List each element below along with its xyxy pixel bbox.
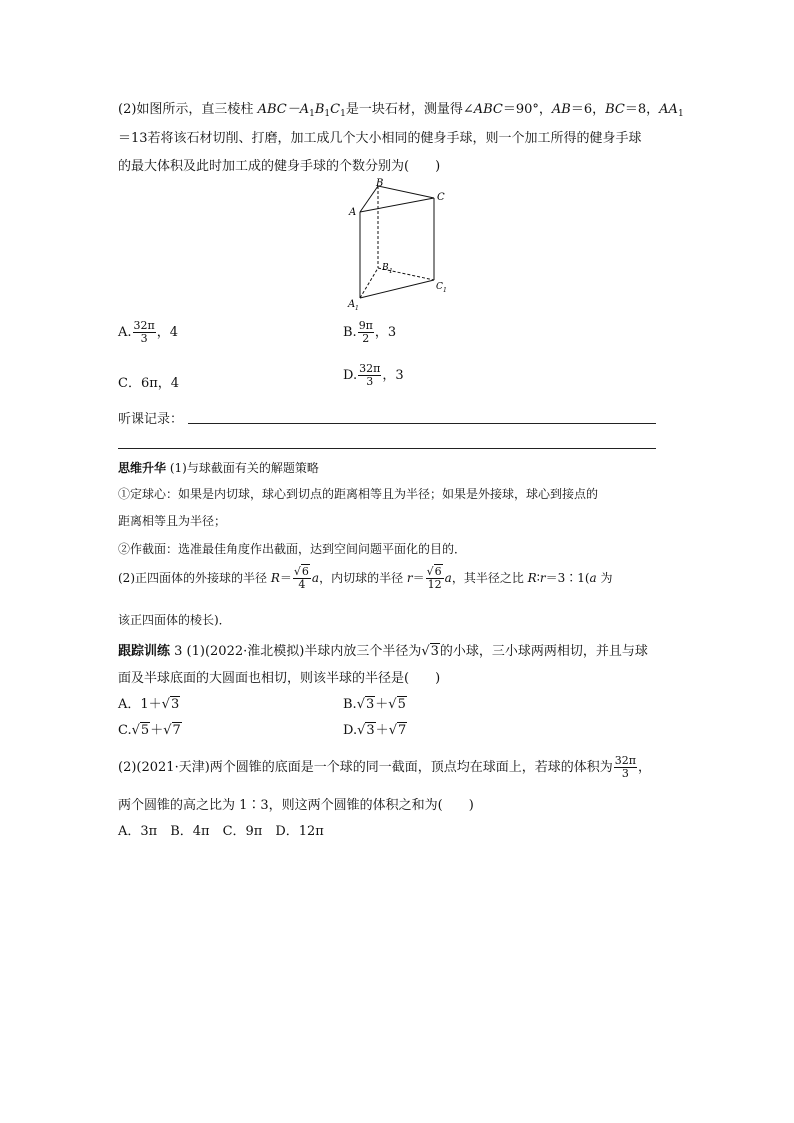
fraction: $\frac{32\pi}{3}$ [133,319,155,345]
fraction: $\frac{√6}{4}$ [293,565,309,591]
fraction: $\frac{32\pi}{3}$ [359,362,381,388]
follow-line-2: 面及半球底面的大圆面也相切，则该半球的半径是( ) [118,671,441,686]
sqrt: √7 [163,723,181,738]
summary-heading: 思维升华 (1)与球截面有关的解题策略 [118,461,319,475]
edge-ac [360,198,434,212]
label-b1: B [382,263,389,273]
sqrt: √3 [161,697,180,712]
question-line-2: ＝13若将该石材切削、打磨，加工成几个大小相同的健身手球，则一个加工所得的健身手球 [118,131,642,146]
prism-figure [340,176,460,312]
fraction: $\frac{32\pi}{3}$ [614,754,637,780]
sqrt: √7 [388,723,407,738]
edge-a1c1 [360,280,434,298]
edge-a1b1-hidden [360,268,378,298]
sqrt: √3 [356,697,375,712]
label-c: C [437,192,445,203]
summary-p4: 该正四面体的棱长)． [118,613,231,627]
notes-line-2[interactable] [118,448,656,449]
question-line-3: 的最大体积及此时加工成的健身手球的个数分别为( ) [118,159,441,174]
edge-ab [360,186,378,212]
q3-line-2: 两个圆锥的高之比为 1∶3，则这两个圆锥的体积之和为( ) [118,798,474,813]
notes-line-1[interactable] [188,423,656,424]
follow-option-b[interactable]: B.√3＋√5 [343,697,406,712]
summary-p1b: 距离相等且为半径； [118,514,227,528]
option-a[interactable]: A. $\frac{32\pi}{3}$ ，4 [118,319,179,345]
edge-bc [378,186,434,198]
sqrt: √5 [388,697,406,712]
sqrt: √3 [357,723,375,738]
summary-p1a: ①定球心：如果是内切球，球心到切点的距离相等且为半径；如果是外接球，球心到接点的 [118,487,599,501]
sqrt: √5 [131,723,150,738]
fraction: $\frac{√6}{12}$ [426,565,442,591]
follow-option-d[interactable]: D.√3＋√7 [343,723,407,738]
follow-option-a[interactable]: A．1＋√3 [118,697,180,712]
notes-label: 听课记录： [118,412,184,427]
option-b[interactable]: B. $\frac{9\pi}{2}$ ，3 [343,319,397,345]
label-b: B [376,178,384,189]
sqrt: √3 [421,644,439,659]
follow-option-c[interactable]: C.√5＋√7 [118,723,181,738]
label-b1-sub: 1 [389,268,393,275]
option-c[interactable]: C．6π，4 [118,376,180,391]
summary-p2: ②作截面：选准最佳角度作出截面，达到空间问题平面化的目的． [118,542,467,556]
q3-options[interactable]: A．3π B．4π C．9π D．12π [118,824,324,839]
follow-heading: 跟踪训练 3 (1)(2022·淮北模拟)半球内放三个半径为√3的小球，三小球两两相切，并且与球 [118,644,648,659]
label-c1-sub: 1 [443,287,447,294]
fraction: $\frac{9\pi}{2}$ [358,319,373,345]
option-d[interactable]: D. $\frac{32\pi}{3}$ ，3 [343,362,404,388]
q3-line-1: (2)(2021·天津)两个圆锥的底面是一个球的同一截面，顶点均在球面上，若球的体积为 $\frac{32\pi}{3}$ ， [118,754,652,780]
label-a: A [349,207,357,218]
label-a1: A [348,299,356,310]
summary-p3: (2)正四面体的外接球的半径 R＝ $\frac{√6}{4}$ a，内切球的半径 r＝ $\frac{√6}{12}$ a，其半径之比 R∶r＝3∶1(a 为 [118,565,613,591]
label-c1: C [436,282,443,292]
question-line-1: (2)如图所示，直三棱柱 $ABC-A_1B_1C_1$是一块石材，测量得∠ABC＝90°，AB＝6，BC＝8，$AA_1$ [118,102,684,119]
label-a1-sub: 1 [355,305,359,312]
